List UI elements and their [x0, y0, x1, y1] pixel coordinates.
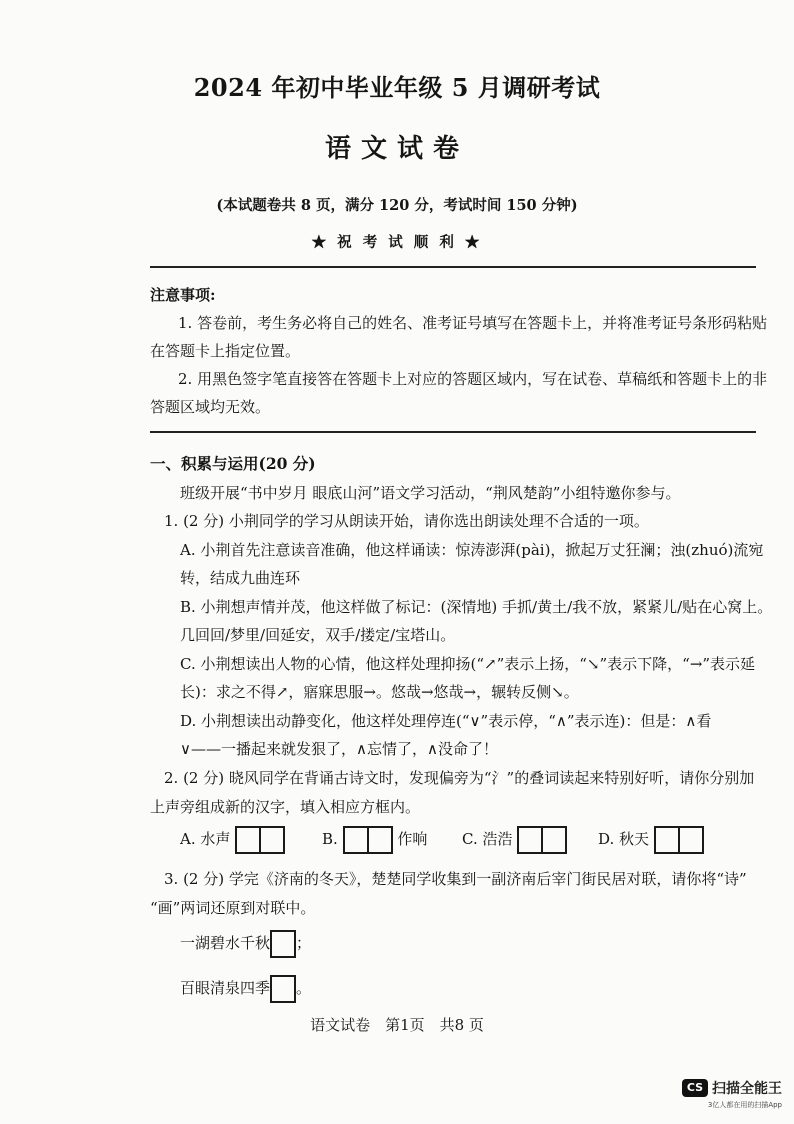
q1-option-c-cont: 长)：求之不得↗，寤寐思服→。悠哉→悠哉→，辗转反侧↘。 — [180, 683, 579, 701]
q1-option-a: A. 小荆首先注意读音准确，他这样诵读：惊涛澎湃(pài)，掀起万丈狂澜；浊(zhuó)流宛 — [180, 541, 764, 559]
question-2-stem: 2. (2 分) 晓风同学在背诵古诗文时，发现偏旁为“氵”的叠词读起来特别好听，请你分别加 — [164, 769, 755, 787]
notice-item-1: 1. 答卷前，考生务必将自己的姓名、准考证号填写在答题卡上，并将准考证号条形码粘贴 — [178, 314, 768, 332]
q2-option-d — [598, 826, 704, 854]
q2-option-c — [462, 826, 567, 854]
couplet-line-1-text: 一湖碧水千秋 — [180, 934, 271, 952]
scanner-tagline: 3亿人都在用的扫描App — [707, 1101, 782, 1109]
q1-option-a-cont: 转，结成九曲连环 — [180, 569, 301, 587]
answer-box[interactable] — [270, 975, 296, 1003]
notice-item-2-cont: 答题区域均无效。 — [150, 398, 271, 416]
exam-title: 2024 年初中毕业年级 5 月调研考试 — [193, 73, 601, 102]
top-divider — [150, 266, 756, 268]
couplet-line-1-punct: ； — [296, 934, 312, 952]
notice-item-2: 2. 用黑色签字笔直接答在答题卡上对应的答题区域内，写在试卷、草稿纸和答题卡上的非 — [178, 370, 768, 388]
scanner-watermark — [682, 1078, 782, 1098]
good-luck-banner: ★ 祝 考 试 顺 利 ★ — [311, 234, 483, 251]
question-3-stem: 3. (2 分) 学完《济南的冬天》，楚楚同学收集到一副济南后宰门街民居对联，请你将“诗” — [164, 870, 747, 888]
q2-option-b-label: B. — [322, 830, 338, 848]
question-3-stem-cont: “画”两词还原到对联中。 — [150, 899, 316, 917]
couplet-line-2 — [180, 975, 311, 1003]
scanner-name: 扫描全能王 — [712, 1081, 782, 1097]
scanner-logo-icon: CS — [682, 1079, 708, 1097]
answer-box[interactable] — [270, 930, 296, 958]
q1-option-d: D. 小荆想读出动静变化，他这样处理停连(“∨”表示停，“∧”表示连)：但是：∧看 — [180, 712, 712, 730]
q2-option-b-suffix: 作响 — [397, 830, 428, 848]
q1-option-d-cont: ∨——一播起来就发狠了，∧忘情了，∧没命了！ — [180, 740, 498, 758]
couplet-line-2-text: 百眼清泉四季 — [180, 979, 271, 997]
q1-option-b: B. 小荆想声情并茂，他这样做了标记：(深情地) 手抓/黄土/我不放，紧紧儿/贴在心窝上。 — [180, 598, 773, 616]
section-title: 一、积累与运用(20 分) — [150, 454, 316, 473]
question-1-stem: 1. (2 分) 小荆同学的学习从朗读开始，请你选出朗读处理不合适的一项。 — [164, 512, 649, 530]
q2-option-b — [322, 826, 427, 854]
notice-title: 注意事项: — [150, 286, 216, 304]
subject-title: 语文试卷 — [324, 134, 469, 164]
couplet-line-2-punct: 。 — [296, 979, 312, 997]
exam-info: (本试题卷共 8 页，满分 120 分，考试时间 150 分钟) — [216, 197, 578, 214]
section-intro: 班级开展“书中岁月 眼底山河”语文学习活动，“荆风楚韵”小组特邀你参与。 — [180, 484, 681, 502]
answer-box[interactable] — [369, 826, 393, 854]
notice-divider — [150, 431, 756, 433]
page-footer: 语文试卷 第1页 共8 页 — [310, 1016, 484, 1034]
answer-box[interactable] — [517, 826, 543, 854]
q1-option-b-cont: 几回回/梦里/回延安，双手/搂定/宝塔山。 — [180, 626, 456, 644]
answer-box[interactable] — [261, 826, 285, 854]
question-2-stem-cont: 上声旁组成新的汉字，填入相应方框内。 — [150, 798, 421, 816]
q2-option-a — [180, 826, 285, 854]
notice-item-1-cont: 在答题卡上指定位置。 — [150, 342, 301, 360]
q2-option-c-label: C. 浩浩 — [462, 830, 513, 848]
answer-box[interactable] — [343, 826, 369, 854]
answer-box[interactable] — [680, 826, 704, 854]
answer-box[interactable] — [543, 826, 567, 854]
answer-box[interactable] — [654, 826, 680, 854]
q1-option-c: C. 小荆想读出人物的心情，他这样处理抑扬(“↗”表示上扬，“↘”表示下降，“→”表示延 — [180, 655, 756, 673]
q2-option-d-label: D. 秋天 — [598, 830, 650, 848]
answer-box[interactable] — [235, 826, 261, 854]
q2-option-a-label: A. 水声 — [180, 830, 231, 848]
couplet-line-1 — [180, 930, 311, 958]
